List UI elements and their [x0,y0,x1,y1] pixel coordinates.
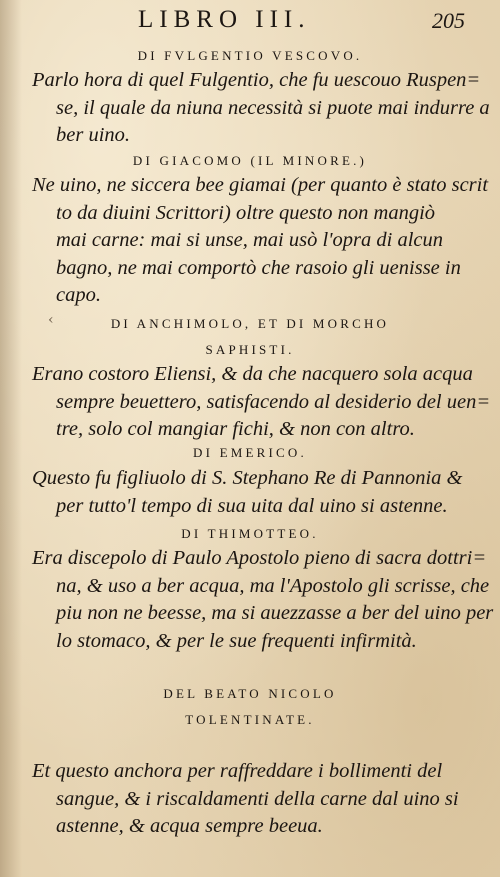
page-header [0,6,500,36]
text-line: Parlo hora di quel Fulgentio, che fu uescouo Ruspen= [32,69,481,91]
section-paragraph [32,361,491,444]
text-line: capo. [56,284,101,306]
page-number: 205 [432,8,465,33]
section-paragraph [32,465,470,520]
text-line: na, & uso a ber acqua, ma l'Apostolo gli scrisse, che [56,574,490,597]
section-heading: DI EMERICO. [193,445,307,460]
section-heading: DI THIMOTTEO. [181,526,319,541]
text-line: lo stomaco, & per le sue frequenti infirmità. [56,629,417,652]
text-line: mai carne: mai si unse, mai usò l'opra di alcun [56,229,444,251]
text-line: Era discepolo di Paulo Apostolo pieno di sacra dottri= [32,547,487,569]
running-title: LIBRO III. [138,6,311,33]
section-paragraph [32,545,494,655]
text-line: Ne uino, ne siccera bee giamai (per quanto è stato scrit [32,174,489,196]
text-line: per tutto'l tempo di sua uita dal uino si astenne. [56,494,448,517]
text-line: tre, solo col mangiar fichi, & non con altro. [56,418,415,440]
section-paragraph [32,67,490,150]
gutter-shadow [0,0,22,877]
text-line: ber uino. [56,124,131,146]
section-heading: DI FVLGENTIO VESCOVO. [137,48,363,63]
text-line: bagno, ne mai comportò che rasoio gli uenisse in [56,256,461,279]
section-paragraph [32,758,470,841]
text-line: Questo fu figliuolo di S. Stephano Re di Pannonia & [32,467,463,489]
text-line: sempre beuettero, satisfacendo al desiderio del uen= [56,390,491,413]
text-line: piu non ne beesse, ma si auezzasse a ber del uino per [56,602,494,624]
section-heading: DI ANCHIMOLO, ET DI MORCHO [110,316,390,331]
section-heading-continued: TOLENTINATE. [185,712,315,727]
text-line: se, il quale da niuna necessità si puote mai indurre a [56,96,490,119]
text-line: astenne, & acqua sempre beeua. [56,815,323,837]
text-line: to da diuini Scrittori) oltre questo non mangiò [56,201,436,224]
text-line: Et questo anchora per raffreddare i bollimenti del [32,760,443,782]
section-heading: DI GIACOMO (IL MINORE.) [132,153,368,168]
section-heading-continued: SAPHISTI. [205,342,295,357]
text-line: sangue, & i riscaldamenti della carne dal uino si [56,787,459,810]
section-paragraph [32,172,489,310]
text-line: Erano costoro Eliensi, & da che nacquero sola acqua [32,363,473,385]
section-heading: DEL BEATO NICOLO [163,686,337,701]
ink-mark: ‹ [48,312,54,328]
